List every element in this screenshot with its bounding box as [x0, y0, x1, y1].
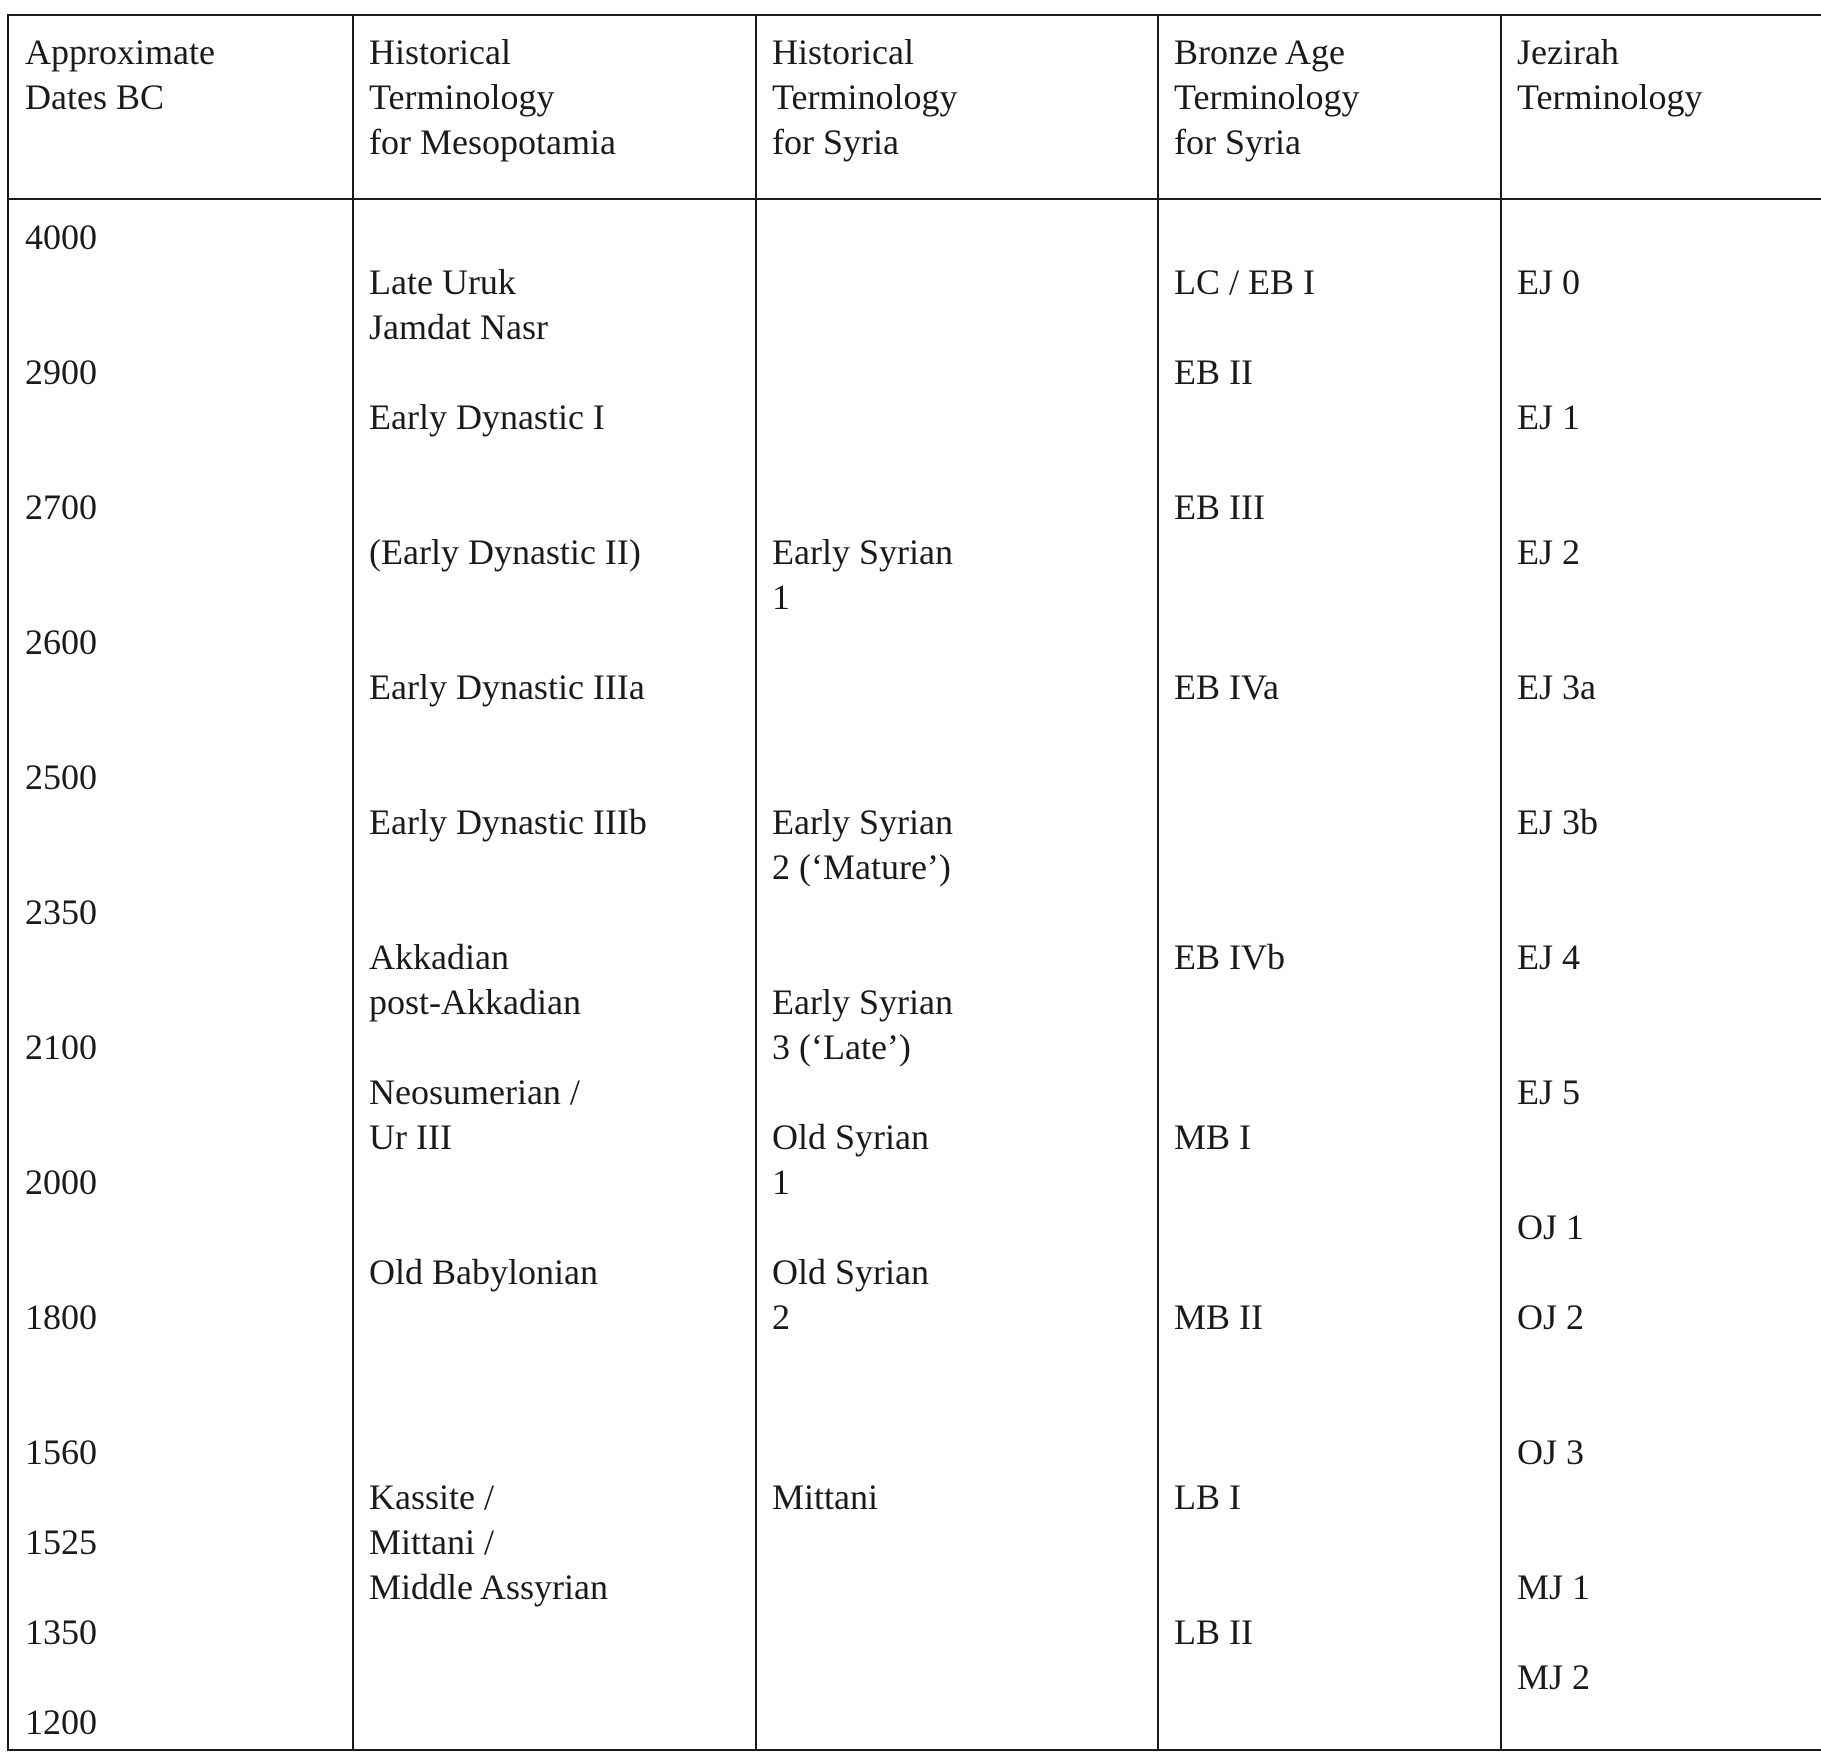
- mesopotamia-period: Akkadian post-Akkadian: [369, 937, 581, 1022]
- syria-historical-period: Mittani: [772, 1477, 878, 1517]
- header-divider: [9, 198, 1821, 200]
- date-cell: 2100: [25, 1027, 97, 1067]
- mesopotamia-period: Neosumerian / Ur III: [369, 1072, 580, 1157]
- bronze-age-period: EB III: [1174, 487, 1265, 527]
- date-cell: 4000: [25, 217, 97, 257]
- bronze-age-period: EB IVa: [1174, 667, 1279, 707]
- date-cell: 2900: [25, 352, 97, 392]
- jezirah-period: EJ 1: [1517, 397, 1580, 437]
- date-cell: 1200: [25, 1702, 97, 1742]
- date-cell: 2600: [25, 622, 97, 662]
- bronze-age-period: LB I: [1174, 1477, 1241, 1517]
- jezirah-period: OJ 2: [1517, 1297, 1585, 1337]
- column-divider: [1500, 16, 1502, 1749]
- bronze-age-period: MB I: [1174, 1117, 1252, 1157]
- date-cell: 2000: [25, 1162, 97, 1202]
- bronze-age-period: LB II: [1174, 1612, 1253, 1652]
- date-cell: 2500: [25, 757, 97, 797]
- jezirah-period: EJ 2: [1517, 532, 1580, 572]
- date-cell: 2350: [25, 892, 97, 932]
- jezirah-period: EJ 3a: [1517, 667, 1596, 707]
- syria-historical-period: Early Syrian 3 (‘Late’): [772, 982, 953, 1067]
- jezirah-period: OJ 1: [1517, 1207, 1585, 1247]
- jezirah-period: EJ 4: [1517, 937, 1580, 977]
- jezirah-period: EJ 5: [1517, 1072, 1580, 1112]
- syria-historical-period: Old Syrian 2: [772, 1252, 929, 1337]
- jezirah-period: OJ 3: [1517, 1432, 1585, 1472]
- mesopotamia-period: Early Dynastic IIIb: [369, 802, 647, 842]
- date-cell: 1560: [25, 1432, 97, 1472]
- jezirah-period: MJ 1: [1517, 1567, 1591, 1607]
- date-cell: 2700: [25, 487, 97, 527]
- syria-historical-period: Old Syrian 1: [772, 1117, 929, 1202]
- syria-historical-period: Early Syrian 2 (‘Mature’): [772, 802, 953, 887]
- syria-historical-period: Early Syrian 1: [772, 532, 953, 617]
- bronze-age-period: LC / EB I: [1174, 262, 1315, 302]
- date-cell: 1525: [25, 1522, 97, 1562]
- bronze-age-period: MB II: [1174, 1297, 1263, 1337]
- column-divider: [1157, 16, 1159, 1749]
- mesopotamia-period: Old Babylonian: [369, 1252, 598, 1292]
- header-syria-bronze-age: Bronze Age Terminology for Syria: [1174, 32, 1360, 162]
- jezirah-period: MJ 2: [1517, 1657, 1591, 1697]
- jezirah-period: EJ 0: [1517, 262, 1580, 302]
- header-mesopotamia: Historical Terminology for Mesopotamia: [369, 32, 616, 162]
- mesopotamia-period: Late Uruk Jamdat Nasr: [369, 262, 548, 347]
- mesopotamia-period: (Early Dynastic II): [369, 532, 641, 572]
- mesopotamia-period: Early Dynastic I: [369, 397, 605, 437]
- header-syria-historical: Historical Terminology for Syria: [772, 32, 958, 162]
- bronze-age-period: EB II: [1174, 352, 1253, 392]
- header-dates: Approximate Dates BC: [25, 32, 215, 117]
- chronology-table: [7, 14, 1821, 1751]
- date-cell: 1350: [25, 1612, 97, 1652]
- jezirah-period: EJ 3b: [1517, 802, 1598, 842]
- column-divider: [755, 16, 757, 1749]
- mesopotamia-period: Kassite / Mittani / Middle Assyrian: [369, 1477, 608, 1607]
- column-divider: [352, 16, 354, 1749]
- mesopotamia-period: Early Dynastic IIIa: [369, 667, 645, 707]
- header-jezirah: Jezirah Terminology: [1517, 32, 1703, 117]
- bronze-age-period: EB IVb: [1174, 937, 1285, 977]
- date-cell: 1800: [25, 1297, 97, 1337]
